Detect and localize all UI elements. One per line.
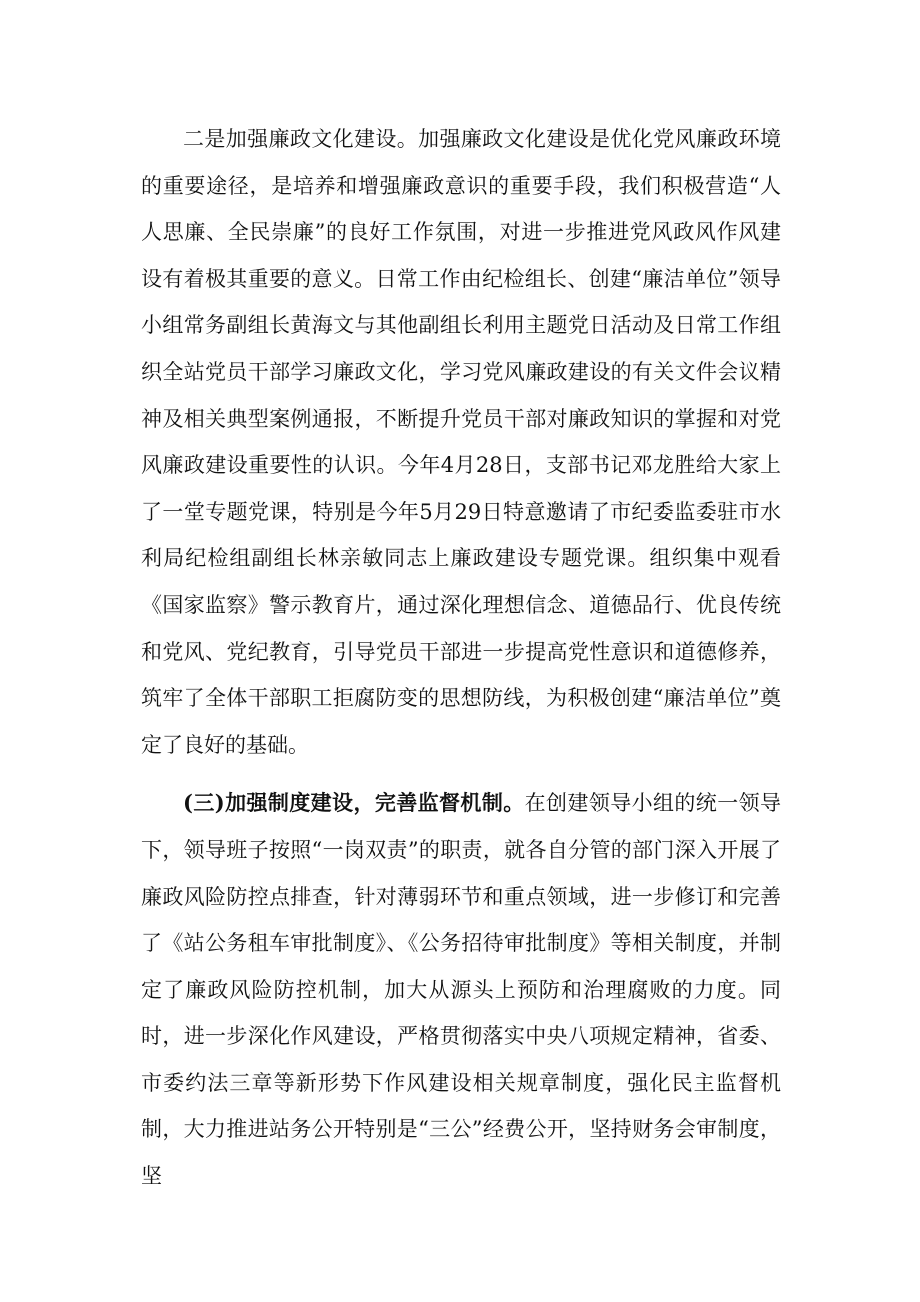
paragraph-text: 二是加强廉政文化建设。加强廉政文化建设是优化党风廉政环境的重要途径，是培养和增强廉政意识的重要手段，我们积极营造“人人思廉、全民崇廉”的良好工作氛围，对进一步推进党风政风作风建设有着极其重要的意义。日常工作由纪检组长、创建“廉洁单位”领导小组常务副组长黄海文与其他副组长利用主题党日活动及日常工作组织全站党员干部学习廉政文化，学习党风廉政建设的有关文件会议精神及相关典型案例通报，不断提升党员干部对廉政知识的掌握和对党风廉政建设重要性的认识。今年4月28日，支部书记邓龙胜给大家上了一堂专题党课，特别是今年5月29日特意邀请了市纪委监委驻市水利局纪检组副组长林亲敏同志上廉政建设专题党课。组织集中观看《国家监察》警示教育片，通过深化理想信念、道德品行、优良传统和党风、党纪教育，引导党员干部进一步提高党性意识和道德修养，筑牢了全体干部职工拒腐防变的思想防线，为积极创建“廉洁单位”奠定了良好的基础。: [141, 127, 781, 757]
paragraph-system-building: [141, 780, 781, 1199]
document-body: [141, 116, 781, 1200]
paragraph-anti-corruption-culture: [141, 116, 781, 768]
paragraph-text: 在创建领导小组的统一领导下，领导班子按照“一岗双责”的职责，就各自分管的部门深入开展了廉政风险防控点排查，针对薄弱环节和重点领域，进一步修订和完善了《站公务租车审批制度》、《公务招待审批制度》等相关制度，并制定了廉政风险防控机制，加大从源头上预防和治理腐败的力度。同时，进一步深化作风建设，严格贯彻落实中央八项规定精神，省委、市委约法三章等新形势下作风建设相关规章制度，强化民主监督机制，大力推进站务公开特别是“三公”经费公开，坚持财务会审制度，坚: [141, 791, 781, 1189]
section-heading-system-building: (三)加强制度建设，完善监督机制。: [183, 790, 525, 816]
